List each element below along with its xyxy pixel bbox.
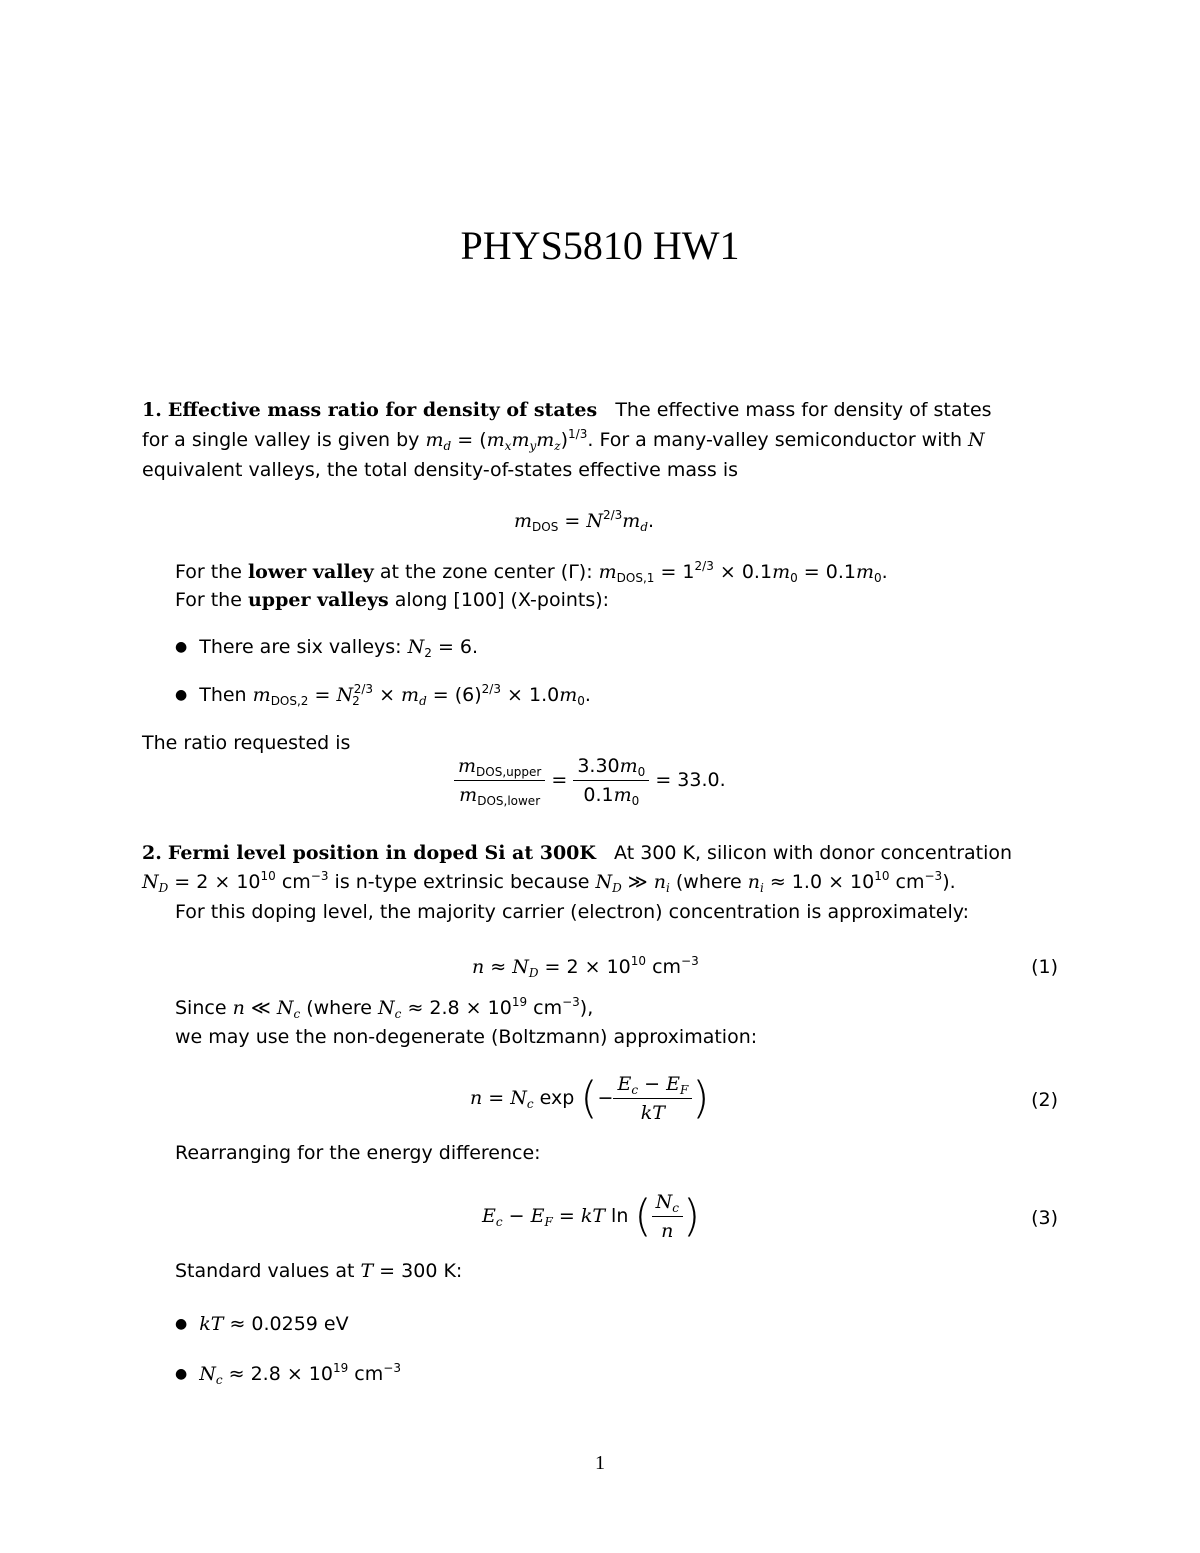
section1-text-2b: For a many-valley semiconductor with bbox=[599, 429, 962, 451]
page-number: 1 bbox=[595, 1452, 605, 1474]
standard-values-line: Standard values at T = 300 K: bbox=[175, 1260, 463, 1282]
bullet-icon: ● bbox=[175, 1316, 188, 1332]
section1-text-2a: for a single valley is given by bbox=[142, 429, 420, 451]
equation-2: $n = N_c$ exp (− $\frac{E_c - E_F}{kT}$ ) bbox=[470, 1070, 709, 1127]
section2-number: 2. bbox=[142, 842, 162, 864]
bullet-icon: ● bbox=[175, 687, 188, 703]
lower-valley-label: lower valley bbox=[247, 561, 374, 583]
equation-1: $n \approx N_D = 2 \times 10^{10}$ $cm^{-3}$ bbox=[472, 954, 699, 980]
section1-line3: equivalent valleys, the total density-of-states effective mass is bbox=[142, 459, 739, 481]
section1-heading: Effective mass ratio for density of states bbox=[167, 399, 598, 421]
bullet-item-nc: ● $N_c \approx 2.8 \times 10^{19}$ $cm^{-3}$ bbox=[175, 1361, 401, 1387]
bullet-item-then: ● Then $m_{DOS,2} = N_2^{2/3} \times m_d = (6)^{2/3} \times 1.0m_0$. bbox=[175, 682, 591, 708]
bullet-item-valleys: ● There are six valleys: $N_2 = 6$. bbox=[175, 636, 479, 660]
since-line: Since n ≪ $N_c$ (where $N_c \approx 2.8 \times 10^{19}$ $cm^{-3}$), bbox=[175, 995, 594, 1021]
equation-3: $E_c - E_F$ = kT ln ( $\frac{N_c}{n}$ ) bbox=[482, 1188, 700, 1245]
equation-1-number: (1) bbox=[1031, 956, 1058, 978]
section1-text-1: The effective mass for density of states bbox=[615, 399, 992, 421]
equation-mdos: $m_{DOS} = N^{2/3}m_d$. bbox=[514, 508, 655, 534]
equation-3-number: (3) bbox=[1031, 1207, 1058, 1229]
section2-line1: 2. Fermi level position in doped Si at 300K At 300 K, silicon with donor concentration bbox=[142, 842, 1013, 864]
rearranging-line: Rearranging for the energy difference: bbox=[175, 1142, 541, 1164]
section1-line1 bbox=[142, 395, 992, 425]
upper-valley-label: upper valleys bbox=[247, 589, 389, 611]
upper-valley-line: For the upper valleys along [100] (X-points): bbox=[175, 589, 610, 611]
bullet-icon: ● bbox=[175, 1366, 188, 1382]
page-title: PHYS5810 HW1 bbox=[460, 223, 740, 268]
bullet-icon: ● bbox=[175, 639, 188, 655]
section1-number: 1. bbox=[142, 399, 162, 421]
section2-heading: Fermi level position in doped Si at 300K bbox=[167, 842, 596, 864]
section1-line2: for a single valley is given by $m_d = (m_xm_ym_z)^{1/3}$. For a many-valley semiconductor with N bbox=[142, 427, 985, 453]
ratio-intro: The ratio requested is bbox=[142, 732, 351, 754]
md-definition: $m_d = (m_xm_ym_z)^{1/3}$ bbox=[425, 427, 588, 453]
lower-valley-line: For the lower valley at the zone center (Γ): $m_{DOS,1} = 1^{2/3} \times 0.1m_0 = 0.1m_0$. bbox=[175, 559, 888, 585]
equation-2-number: (2) bbox=[1031, 1089, 1058, 1111]
section2-line2: $N_D = 2 \times 10^{10}$ $cm^{-3}$ is n-type extrinsic because $N_D$ ≫ $n_i$ (where $n_i \approx 1.0 \times 10^{10}$ $cm^{-3}$). bbox=[142, 869, 956, 895]
ratio-equation: $\frac{m_{DOS,upper}}{m_{DOS,lower}}$ = $\frac{3.30m_0}{0.1m_0}$ = 33.0. bbox=[454, 752, 726, 809]
section2-line3: For this doping level, the majority carrier (electron) concentration is approximately: bbox=[175, 901, 970, 923]
bullet-item-kt: ● kT ≈ 0.0259 eV bbox=[175, 1313, 349, 1335]
nondegenerate-line: we may use the non-degenerate (Boltzmann) approximation: bbox=[175, 1026, 758, 1048]
